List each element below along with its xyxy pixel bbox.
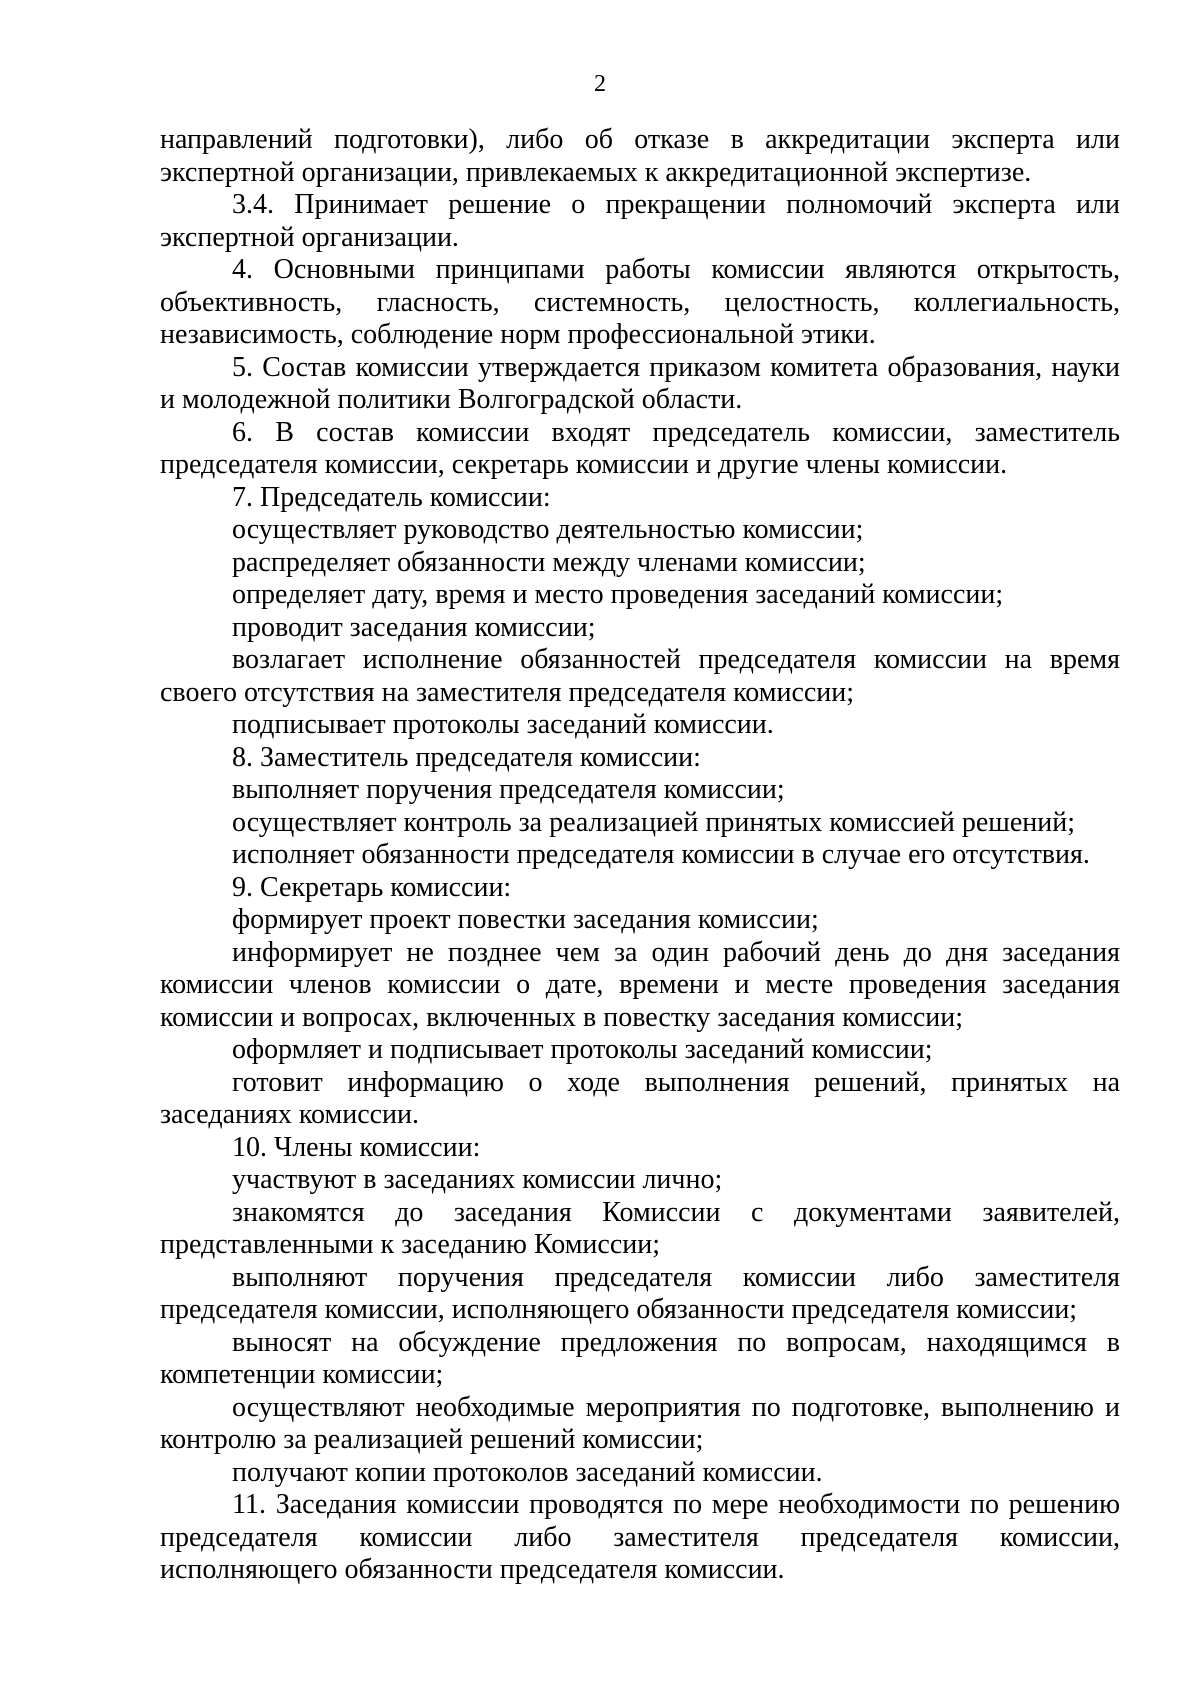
paragraph: 7. Председатель комиссии: — [232, 481, 551, 513]
paragraph: оформляет и подписывает протоколы заседаний комиссии; — [232, 1034, 933, 1065]
paragraph: распределяет обязанности между членами комиссии; — [232, 546, 866, 578]
page-number: 2 — [594, 71, 606, 97]
paragraph: 5. Состав комиссии утверждается приказом комитета образования, науки и молодежной политики Волгоградской области. — [160, 351, 1120, 415]
paragraph: осуществляет контроль за реализацией принятых комиссией решений; — [232, 806, 1075, 838]
paragraph: знакомятся до заседания Комиссии с документами заявителей, представленными к заседанию Комиссии; — [160, 1196, 1120, 1260]
paragraph: определяет дату, время и место проведения заседаний комиссии; — [232, 579, 1004, 610]
paragraph: информирует не позднее чем за один рабочий день до дня заседания комиссии членов комиссии о дате, времени и месте проведения заседания комиссии и вопросах, включенных в повестку заседания комиссии; — [160, 936, 1120, 1033]
paragraph: 3.4. Принимает решение о прекращении полномочий эксперта или экспертной организации. — [160, 189, 1120, 253]
paragraph: 6. В состав комиссии входят председатель комиссии, заместитель председателя комиссии, секретарь комиссии и другие члены комиссии. — [160, 416, 1120, 480]
paragraph: 4. Основными принципами работы комиссии являются открытость, объективность, гласность, системность, целостность, коллегиальность, независимость, соблюдение норм профессиональной этики. — [160, 254, 1120, 350]
paragraph: 11. Заседания комиссии проводятся по мере необходимости по решению председателя комиссии либо заместителя председателя комиссии, исполняющего обязанности председателя комиссии. — [160, 1489, 1120, 1585]
paragraph: формирует проект повестки заседания комиссии; — [232, 904, 819, 935]
paragraph: осуществляет руководство деятельностью комиссии; — [232, 514, 864, 545]
paragraph: 9. Секретарь комиссии: — [232, 871, 512, 903]
paragraph: 8. Заместитель председателя комиссии: — [232, 741, 701, 773]
document-body — [160, 124, 1120, 1587]
paragraph: выполняют поручения председателя комиссии либо заместителя председателя комиссии, исполняющего обязанности председателя комиссии; — [160, 1261, 1120, 1325]
paragraph: проводит заседания комиссии; — [232, 611, 596, 643]
paragraph: участвуют в заседаниях комиссии лично; — [232, 1164, 723, 1195]
paragraph: исполняет обязанности председателя комиссии в случае его отсутствия. — [232, 839, 1090, 870]
paragraph: направлений подготовки), либо об отказе в аккредитации эксперта или экспертной организации, привлекаемых к аккредитационной экспертизе. — [160, 124, 1120, 188]
paragraph: выносят на обсуждение предложения по вопросам, находящимся в компетенции комиссии; — [160, 1326, 1120, 1390]
paragraph: получают копии протоколов заседаний комиссии. — [232, 1456, 823, 1488]
paragraph: выполняет поручения председателя комиссии; — [232, 774, 785, 805]
paragraph: подписывает протоколы заседаний комиссии. — [232, 709, 774, 740]
paragraph: готовит информацию о ходе выполнения решений, принятых на заседаниях комиссии. — [160, 1066, 1120, 1130]
paragraph: осуществляют необходимые мероприятия по подготовке, выполнению и контролю за реализацией решений комиссии; — [160, 1391, 1120, 1455]
paragraph: возлагает исполнение обязанностей председателя комиссии на время своего отсутствия на заместителя председателя комиссии; — [160, 644, 1120, 708]
paragraph: 10. Члены комиссии: — [232, 1131, 481, 1163]
